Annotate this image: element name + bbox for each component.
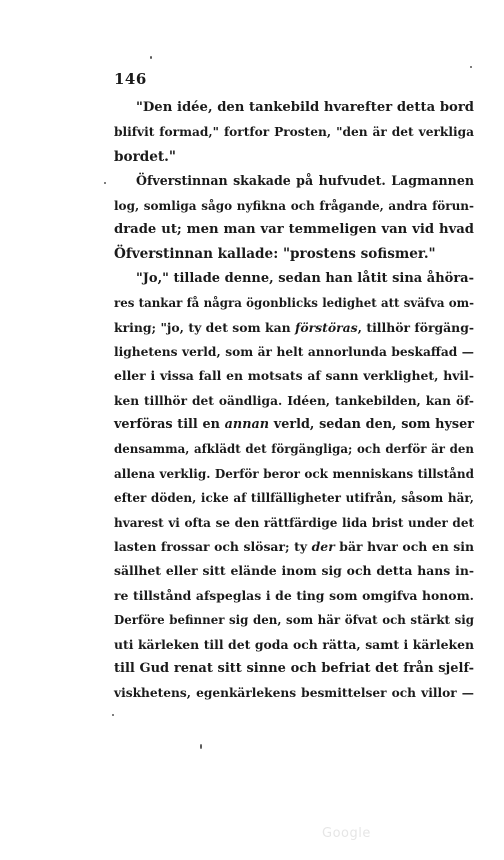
text-segment: lasten frossar och slösar; ty	[114, 539, 312, 555]
ink-speck	[112, 714, 114, 716]
text-segment: viskhetens, egenkärlekens besmittelser och villor —	[114, 686, 474, 701]
text-line	[114, 340, 474, 364]
text-segment: re tillstånd afspeglas i de ting som omgifva honom.	[114, 587, 474, 603]
ink-speck	[150, 56, 152, 59]
text-line	[114, 681, 474, 705]
text-segment: drade ut; men man var temmeligen van vid hvad	[114, 221, 474, 237]
text-line	[114, 389, 474, 413]
emphasized-text: förstöras	[295, 319, 358, 335]
ink-speck	[104, 182, 106, 184]
text-segment: uti kärleken till det goda och rätta, samt i kärleken	[114, 636, 474, 652]
emphasized-text: annan	[224, 417, 270, 433]
text-line	[114, 413, 474, 437]
text-segment: efter döden, icke af tillfälligheter utifrån, såsom här,	[114, 491, 474, 506]
text-segment: Öfverstinnan kallade: "prostens sofismer."	[114, 246, 436, 263]
text-line	[114, 535, 474, 559]
text-segment: densamma, afklädt det förgängliga; och derför är den	[114, 442, 474, 457]
text-segment: lighetens verld, som är helt annorlunda beskaffad —	[114, 344, 474, 359]
text-segment: allena verklig. Derför beror ock menniskans tillstånd	[114, 466, 474, 481]
text-line	[114, 584, 474, 608]
text-line	[114, 316, 474, 340]
text-segment: verld, sedan den, som hyser	[269, 417, 474, 433]
text-segment: blifvit formad," fortfor Prosten, "den är det verkliga	[114, 125, 474, 140]
text-segment: "Jo," tillade denne, sedan han låtit sina åhöra-	[136, 270, 474, 286]
text-segment: kring; "jo, ty det som kan	[114, 319, 296, 335]
text-segment: "Den idée, den tankebild hvarefter detta bord	[136, 100, 474, 115]
ink-speck	[200, 744, 202, 749]
text-line	[114, 462, 474, 486]
text-line	[114, 511, 474, 535]
text-line	[114, 486, 474, 510]
text-line	[114, 267, 474, 291]
ink-speck	[470, 66, 472, 68]
text-segment: log, somliga sågo nyfikna och frågande, andra förun-	[114, 198, 474, 213]
text-line	[114, 96, 474, 120]
text-line	[114, 559, 474, 583]
text-line	[114, 364, 474, 388]
page-number: 146	[114, 70, 147, 88]
text-line	[114, 194, 474, 218]
text-segment: res tankar få några ögonblicks ledighet att sväfva om-	[114, 296, 474, 311]
text-segment: bär hvar och en sin	[334, 539, 474, 555]
text-line	[114, 291, 474, 315]
emphasized-text: der	[311, 539, 335, 555]
text-segment: Öfverstinnan skakade på hufvudet. Lagmannen	[136, 173, 474, 189]
text-segment: verföras till en	[114, 417, 225, 433]
text-line	[114, 608, 474, 632]
scan-watermark: Google	[322, 826, 371, 841]
text-line	[114, 437, 474, 461]
text-segment: eller i vissa fall en motsats af sann verklighet, hvil-	[114, 368, 474, 384]
text-line	[114, 120, 474, 144]
text-line	[114, 145, 474, 169]
text-segment: till Gud renat sitt sinne och befriat det från sjelf-	[114, 660, 474, 676]
text-segment: sällhet eller sitt elände inom sig och detta hans in-	[114, 563, 474, 579]
text-segment: bordet."	[114, 148, 176, 165]
text-segment: Derföre befinner sig den, som här öfvat och stärkt sig	[114, 613, 474, 628]
text-line	[114, 169, 474, 193]
text-line	[114, 633, 474, 657]
text-line	[114, 242, 474, 266]
text-line	[114, 657, 474, 681]
text-line	[114, 218, 474, 242]
body-text	[114, 96, 474, 706]
text-segment: hvarest vi ofta se den rättfärdige lida brist under det	[114, 515, 474, 530]
text-segment: , tillhör förgäng-	[357, 319, 475, 335]
text-segment: ken tillhör det oändliga. Idéen, tankebilden, kan öf-	[114, 393, 474, 408]
